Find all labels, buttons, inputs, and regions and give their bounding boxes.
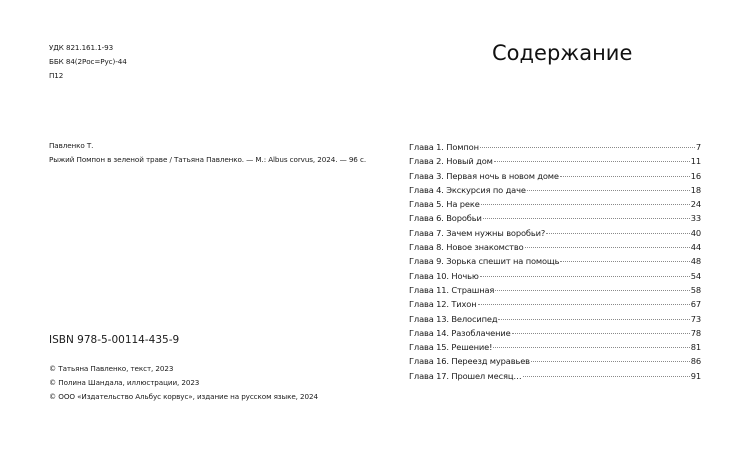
toc-entry-label: Глава 12. Тихон bbox=[409, 299, 477, 310]
dot-leader bbox=[512, 333, 690, 334]
dot-leader bbox=[498, 319, 689, 320]
dot-leader bbox=[483, 218, 690, 219]
toc-entry-page: 40 bbox=[690, 227, 701, 238]
toc-entry-page: 54 bbox=[690, 270, 701, 281]
bibliographic-record: Рыжий Помпон в зеленой траве / Татьяна Павленко. — М.: Albus corvus, 2024. — 96 с. bbox=[49, 155, 367, 164]
toc-entry-label: Глава 17. Прошел месяц… bbox=[409, 370, 522, 381]
dot-leader bbox=[560, 261, 689, 262]
toc-entry-page: 48 bbox=[690, 256, 701, 267]
dot-leader bbox=[531, 361, 690, 362]
toc-entry-page: 24 bbox=[690, 199, 701, 210]
toc-entry[interactable] bbox=[409, 154, 701, 168]
toc-entry-page: 58 bbox=[690, 284, 701, 295]
toc-entry[interactable] bbox=[409, 369, 701, 383]
toc-entry-label: Глава 5. На реке bbox=[409, 199, 480, 210]
page-title: Содержание bbox=[492, 41, 633, 65]
toc-entry[interactable] bbox=[409, 269, 701, 283]
dot-leader bbox=[546, 233, 690, 234]
dot-leader bbox=[560, 176, 690, 177]
toc-entry-label: Глава 3. Первая ночь в новом доме bbox=[409, 170, 559, 181]
dot-leader bbox=[495, 290, 689, 291]
toc-entry[interactable] bbox=[409, 140, 701, 154]
toc-entry[interactable] bbox=[409, 197, 701, 211]
toc-entry-page: 81 bbox=[690, 342, 701, 353]
dot-leader bbox=[478, 304, 690, 305]
dot-leader bbox=[527, 190, 690, 191]
toc-entry-label: Глава 15. Решение! bbox=[409, 342, 493, 353]
toc-entry[interactable] bbox=[409, 240, 701, 254]
toc-entry-page: 86 bbox=[690, 356, 701, 367]
toc-entry-page: 11 bbox=[690, 156, 701, 167]
toc-entry[interactable] bbox=[409, 283, 701, 297]
dot-leader bbox=[523, 376, 690, 377]
toc-entry-page: 16 bbox=[690, 170, 701, 181]
toc-entry[interactable] bbox=[409, 297, 701, 311]
copyright-line: © Полина Шандала, иллюстрации, 2023 bbox=[49, 378, 200, 387]
toc-entry[interactable] bbox=[409, 169, 701, 183]
toc-entry-label: Глава 9. Зорька спешит на помощь bbox=[409, 256, 560, 267]
table-of-contents bbox=[409, 140, 701, 383]
toc-entry[interactable] bbox=[409, 340, 701, 354]
dot-leader bbox=[480, 276, 690, 277]
dot-leader bbox=[525, 247, 690, 248]
author-name: Павленко Т. bbox=[49, 141, 94, 150]
toc-entry[interactable] bbox=[409, 354, 701, 368]
dot-leader bbox=[481, 204, 690, 205]
toc-entry-page: 91 bbox=[690, 370, 701, 381]
toc-entry-page: 7 bbox=[695, 142, 701, 152]
toc-entry-label: Глава 4. Экскурсия по даче bbox=[409, 184, 526, 195]
toc-entry[interactable] bbox=[409, 312, 701, 326]
toc-entry-label: Глава 10. Ночью bbox=[409, 270, 479, 281]
toc-entry[interactable] bbox=[409, 254, 701, 268]
udk-code: УДК 821.161.1-93 bbox=[49, 43, 114, 52]
toc-entry-page: 44 bbox=[690, 242, 701, 253]
toc-entry-page: 78 bbox=[690, 327, 701, 338]
author-mark: П12 bbox=[49, 71, 64, 80]
toc-entry-label: Глава 11. Страшная bbox=[409, 284, 495, 295]
toc-entry-label: Глава 16. Переезд муравьев bbox=[409, 356, 530, 367]
copyright-line: © ООО «Издательство Альбус корвус», издание на русском языке, 2024 bbox=[49, 392, 318, 401]
bbk-code: ББК 84(2Рос=Рус)-44 bbox=[49, 57, 127, 66]
toc-entry-label: Глава 2. Новый дом bbox=[409, 156, 493, 167]
toc-entry-label: Глава 8. Новое знакомство bbox=[409, 242, 524, 253]
toc-entry-label: Глава 13. Велосипед bbox=[409, 313, 498, 324]
toc-entry-label: Глава 1. Помпон bbox=[409, 142, 479, 152]
toc-entry-label: Глава 7. Зачем нужны воробьи? bbox=[409, 227, 546, 238]
toc-entry-page: 33 bbox=[690, 213, 701, 224]
toc-entry[interactable] bbox=[409, 183, 701, 197]
toc-entry-page: 67 bbox=[690, 299, 701, 310]
toc-entry-label: Глава 14. Разоблачение bbox=[409, 327, 511, 338]
toc-entry-page: 18 bbox=[690, 184, 701, 195]
toc-entry-label: Глава 6. Воробьи bbox=[409, 213, 482, 224]
copyright-line: © Татьяна Павленко, текст, 2023 bbox=[49, 364, 174, 373]
toc-entry[interactable] bbox=[409, 326, 701, 340]
isbn: ISBN 978-5-00114-435-9 bbox=[49, 334, 180, 346]
toc-entry[interactable] bbox=[409, 211, 701, 225]
dot-leader bbox=[480, 147, 695, 148]
dot-leader bbox=[493, 347, 689, 348]
dot-leader bbox=[494, 161, 690, 162]
toc-entry-page: 73 bbox=[690, 313, 701, 324]
toc-entry[interactable] bbox=[409, 226, 701, 240]
